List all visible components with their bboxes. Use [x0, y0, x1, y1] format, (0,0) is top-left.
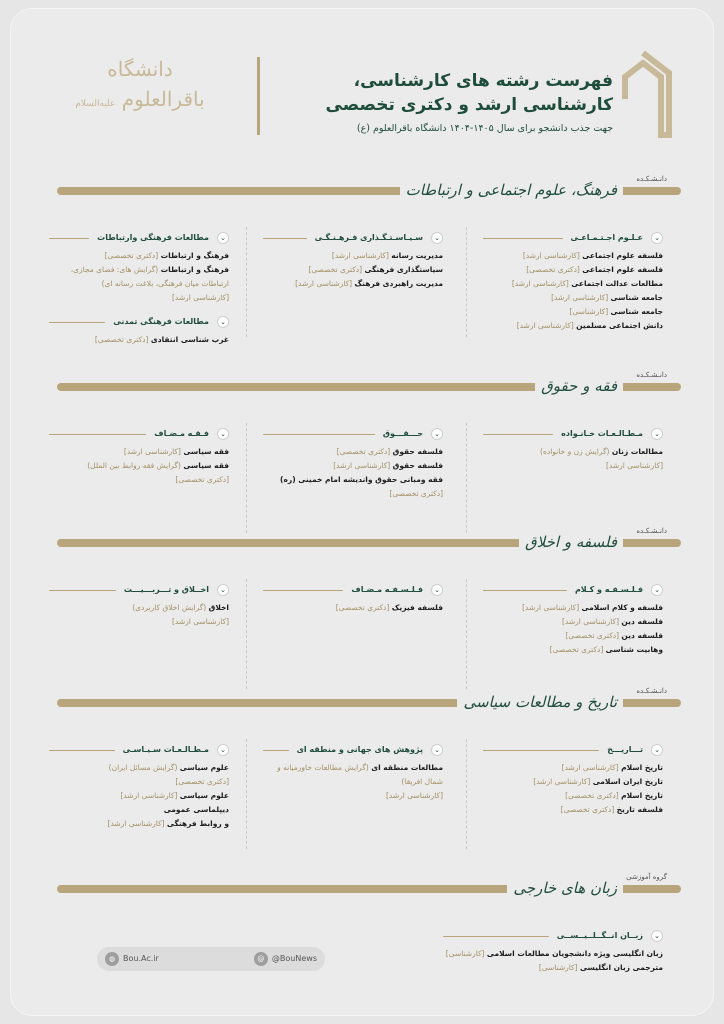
- program-item: [483, 263, 663, 277]
- section-title: تاریخ و مطالعات سیاسی: [457, 693, 623, 711]
- program-item: [49, 333, 229, 347]
- group-header[interactable]: [483, 743, 663, 757]
- group-header[interactable]: [49, 583, 229, 597]
- degree-tag: [دکتری تخصصی]: [175, 475, 229, 484]
- program-item: [49, 761, 229, 775]
- program-item: [483, 629, 663, 643]
- degree-tag: [کارشناسی ارشد]: [605, 461, 663, 470]
- degree-tag: [کارشناسی ارشد]: [331, 251, 389, 260]
- degree-tag: [کارشناسی ارشد]: [171, 617, 229, 626]
- group-header[interactable]: [263, 743, 443, 757]
- section-label: دانـشـکـده: [636, 371, 667, 379]
- logo-line-1: دانشگاه: [107, 57, 173, 81]
- program-item: [483, 789, 663, 803]
- program-column: [49, 427, 229, 487]
- column-divider: [246, 227, 247, 337]
- program-name: وهابیت شناسی: [605, 645, 663, 654]
- program-column: [263, 583, 443, 615]
- degree-tag: (گرایش اخلاق کاربردی): [132, 603, 207, 612]
- degree-tag: [کارشناسی ارشد]: [551, 293, 609, 302]
- program-item: [483, 775, 663, 789]
- program-group: [49, 231, 229, 305]
- program-item: [49, 775, 229, 789]
- group-title: مطالعات فرهنگی تمدنی: [109, 315, 213, 329]
- group-header[interactable]: [483, 583, 663, 597]
- section-label: گروه آموزشی: [626, 873, 667, 881]
- program-name: غرب شناسی انتقادی: [150, 335, 229, 344]
- group-title: اخــلاق و تـــربـــیـــت: [120, 583, 213, 597]
- program-item: [49, 249, 229, 263]
- program-group: [49, 743, 229, 831]
- group-header-rule: [263, 750, 289, 751]
- degree-tag: [دکتری تخصصی]: [94, 335, 149, 344]
- program-item: [483, 305, 663, 319]
- program-column: [483, 743, 663, 817]
- program-name: فلسفه حقوق: [392, 461, 443, 470]
- group-header-rule: [483, 750, 599, 751]
- program-item: [483, 761, 663, 775]
- program-name: تاریخ اسلام: [621, 791, 663, 800]
- section-label: دانـشـکـده: [636, 527, 667, 535]
- degree-tag: (گرایش فقه روابط بین الملل): [87, 461, 181, 470]
- program-group: [263, 231, 443, 291]
- degree-tag: [دکتری تخصصی]: [104, 251, 159, 260]
- program-name: فرهنگ و ارتباطات: [160, 265, 229, 274]
- group-header-rule: [483, 590, 567, 591]
- group-header-rule: [483, 434, 553, 435]
- page-title: [233, 69, 613, 134]
- program-name: جامعه شناسی: [610, 307, 663, 316]
- program-group: [443, 929, 663, 975]
- group-header[interactable]: [49, 743, 229, 757]
- group-title: فـقـه مـضـاف: [150, 427, 213, 441]
- degree-tag: [کارشناسی ارشد]: [171, 293, 229, 302]
- column-divider: [466, 579, 467, 689]
- degree-tag: [دکتری تخصصی]: [549, 645, 604, 654]
- program-name: مطالعات زنان: [611, 447, 663, 456]
- chevron-down-icon[interactable]: ⌄: [217, 428, 229, 440]
- column-divider: [246, 423, 247, 533]
- group-header-rule: [483, 238, 563, 239]
- program-item: [483, 601, 663, 615]
- program-name: اخلاق: [208, 603, 229, 612]
- section-title: فلسفه و اخلاق: [519, 533, 623, 551]
- degree-tag: [کارشناسی ارشد]: [516, 321, 574, 330]
- program-name: تاریخ اسلام: [621, 763, 663, 772]
- program-item: [263, 761, 443, 789]
- degree-tag: [کارشناسی]: [569, 307, 609, 316]
- degree-tag: [کارشناسی ارشد]: [333, 461, 391, 470]
- group-header-rule: [263, 590, 343, 591]
- program-item: [49, 291, 229, 305]
- chevron-down-icon[interactable]: ⌄: [217, 316, 229, 328]
- group-header[interactable]: [263, 231, 443, 245]
- program-column: [263, 231, 443, 291]
- program-item: [483, 445, 663, 459]
- program-column: [263, 743, 443, 803]
- logo-line-2: باقرالعلوم علیه‌السلام: [75, 87, 205, 111]
- footer-bar: [97, 947, 325, 971]
- program-name: مدیریت راهبردی فرهنگ: [354, 279, 443, 288]
- column-divider: [246, 739, 247, 849]
- program-item: [263, 445, 443, 459]
- program-item: [49, 459, 229, 473]
- title-subtitle: جهت جذب دانشجو برای سال ۱۴۰۵-۱۴۰۴ دانشگاه باقرالعلوم (ع): [356, 123, 613, 134]
- group-title: عـلـوم اجـتـمـاعـی: [567, 231, 648, 245]
- program-name: فلسفه دین: [621, 631, 663, 640]
- chevron-down-icon[interactable]: ⌄: [651, 428, 663, 440]
- program-item: [49, 817, 229, 831]
- degree-tag: [کارشناسی ارشد]: [533, 777, 591, 786]
- program-group: [263, 427, 443, 501]
- program-name: دانش اجتماعی مسلمین: [576, 321, 663, 330]
- chevron-down-icon[interactable]: ⌄: [431, 584, 443, 596]
- group-title: مـطـالـعـات سـیـاسـی: [119, 743, 213, 757]
- degree-tag: [دکتری تخصصی]: [308, 265, 363, 274]
- degree-tag: [دکتری تخصصی]: [336, 447, 391, 456]
- column-divider: [246, 579, 247, 689]
- title-line-2: کارشناسی ارشد و دکتری تخصصی: [325, 95, 613, 115]
- section-title: فقه و حقوق: [535, 377, 623, 395]
- at-icon: @: [254, 952, 268, 966]
- program-column: [483, 583, 663, 657]
- section-label: دانـشـکـده: [636, 687, 667, 695]
- group-title: مـطـالـعـات خـانـواده: [557, 427, 647, 441]
- program-name: فلسفه و کلام اسلامی: [581, 603, 663, 612]
- column-divider: [466, 423, 467, 533]
- program-group: [49, 427, 229, 487]
- program-name: فلسفه علوم اجتماعی: [582, 251, 663, 260]
- program-name: فلسفه دین: [621, 617, 663, 626]
- degree-tag: [کارشناسی ارشد]: [511, 279, 569, 288]
- program-column: [483, 231, 663, 333]
- group-title: فـلـسـفـه مـضـاف: [347, 583, 427, 597]
- program-item: [263, 601, 443, 615]
- program-name: فلسفه علوم اجتماعی: [582, 265, 663, 274]
- program-name: فرهنگ و ارتباطات: [160, 251, 229, 260]
- footer-site[interactable]: ◍ Bou.Ac.ir: [105, 952, 159, 966]
- degree-tag: [دکتری تخصصی]: [560, 805, 615, 814]
- section-title: فرهنگ، علوم اجتماعی و ارتباطات: [400, 181, 623, 199]
- logo-line-2-small: علیه‌السلام: [75, 99, 116, 109]
- group-header[interactable]: [483, 427, 663, 441]
- chevron-down-icon[interactable]: ⌄: [651, 744, 663, 756]
- degree-tag: [دکتری تخصصی]: [175, 777, 229, 786]
- program-column: [49, 583, 229, 629]
- program-name: علوم سیاسی: [179, 763, 229, 772]
- program-name: مترجمی زبان انگلیسی: [579, 963, 663, 972]
- program-item: [443, 961, 663, 975]
- poster: [10, 8, 714, 1016]
- program-group: [263, 743, 443, 803]
- program-item: [263, 263, 443, 277]
- group-header-rule: [49, 238, 89, 239]
- chevron-down-icon[interactable]: ⌄: [431, 744, 443, 756]
- degree-tag: [کارشناسی]: [445, 949, 485, 958]
- program-name: فقه ومبانی حقوق واندیشه امام خمینی (ره): [280, 475, 443, 484]
- program-name: دیپلماسی عمومی: [163, 805, 229, 814]
- program-group: [49, 315, 229, 347]
- program-item: [263, 789, 443, 803]
- column-divider: [466, 739, 467, 849]
- program-column: [263, 427, 443, 501]
- degree-tag: (گرایش مسائل ایران): [108, 763, 178, 772]
- chevron-down-icon[interactable]: ⌄: [651, 232, 663, 244]
- group-title: تـــاریـــخ: [603, 743, 647, 757]
- program-column: [49, 743, 229, 831]
- program-name: فلسفه تاریخ: [616, 805, 663, 814]
- program-item: [483, 803, 663, 817]
- group-header-rule: [263, 238, 307, 239]
- program-item: [49, 445, 229, 459]
- group-header-rule: [49, 434, 146, 435]
- chevron-down-icon[interactable]: ⌄: [431, 428, 443, 440]
- program-column: [443, 929, 663, 975]
- program-item: [49, 263, 229, 291]
- program-item: [49, 615, 229, 629]
- group-header[interactable]: [49, 231, 229, 245]
- group-header[interactable]: [49, 427, 229, 441]
- degree-tag: [کارشناسی ارشد]: [522, 603, 580, 612]
- program-name: مدیریت رسانه: [391, 251, 443, 260]
- degree-tag: [کارشناسی ارشد]: [561, 763, 619, 772]
- program-item: [483, 319, 663, 333]
- group-header-rule: [263, 434, 375, 435]
- program-item: [263, 277, 443, 291]
- program-item: [443, 947, 663, 961]
- chevron-down-icon[interactable]: ⌄: [217, 232, 229, 244]
- group-header[interactable]: [263, 583, 443, 597]
- degree-tag: [کارشناسی ارشد]: [107, 819, 165, 828]
- university-logo: [65, 57, 215, 147]
- program-item: [49, 803, 229, 817]
- degree-tag: [کارشناسی ارشد]: [562, 617, 620, 626]
- degree-tag: [دکتری تخصصی]: [565, 791, 619, 800]
- program-group: [263, 583, 443, 615]
- chevron-down-icon[interactable]: ⌄: [217, 744, 229, 756]
- program-name: سیاستگذاری فرهنگی: [364, 265, 443, 274]
- group-header-rule: [49, 590, 116, 591]
- program-item: [483, 277, 663, 291]
- program-item: [263, 249, 443, 263]
- program-item: [483, 291, 663, 305]
- program-item: [49, 473, 229, 487]
- group-title: پژوهش های جهانی و منطقه ای: [293, 743, 427, 757]
- group-header-rule: [49, 322, 105, 323]
- program-item: [483, 249, 663, 263]
- program-name: فلسفه حقوق: [392, 447, 443, 456]
- program-item: [483, 643, 663, 657]
- program-group: [483, 231, 663, 333]
- program-item: [483, 459, 663, 473]
- degree-tag: [کارشناسی ارشد]: [295, 279, 353, 288]
- program-column: [483, 427, 663, 473]
- degree-tag: (گرایش زن و خانواده): [540, 447, 610, 456]
- program-name: فقه سیاسی: [183, 447, 229, 456]
- degree-tag: (گرایش مطالعات خاورمیانه و شمال افریقا): [277, 763, 443, 786]
- program-name: مطالعات عدالت اجتماعی: [571, 279, 663, 288]
- program-name: فقه سیاسی: [183, 461, 229, 470]
- group-title: زبــان انــگــلــیــســی: [553, 929, 647, 943]
- section-label: دانـشـکـده: [636, 175, 667, 183]
- program-name: مطالعات منطقه ای: [371, 763, 443, 772]
- program-group: [483, 427, 663, 473]
- degree-tag: [کارشناسی ارشد]: [522, 251, 580, 260]
- group-title: فـلـسـفـه و کـلام: [571, 583, 647, 597]
- program-name: فلسفه فیزیک: [391, 603, 443, 612]
- program-name: جامعه شناسی: [610, 293, 663, 302]
- program-item: [49, 789, 229, 803]
- program-name: علوم سیاسی: [179, 791, 229, 800]
- program-name: و روابط فرهنگی: [166, 819, 229, 828]
- chevron-down-icon[interactable]: ⌄: [651, 584, 663, 596]
- arch-ornament-icon: [613, 49, 673, 139]
- degree-tag: [دکتری تخصصی]: [335, 603, 390, 612]
- degree-tag: [کارشناسی]: [538, 963, 578, 972]
- degree-tag: [دکتری تخصصی]: [389, 489, 443, 498]
- program-item: [263, 473, 443, 487]
- program-item: [263, 487, 443, 501]
- program-name: زبان انگلیسی ویژه دانشجویان مطالعات اسلامی: [486, 949, 663, 958]
- program-group: [49, 583, 229, 629]
- degree-tag: [کارشناسی ارشد]: [123, 447, 181, 456]
- program-item: [483, 615, 663, 629]
- group-title: مطالعات فرهنگی وارتباطات: [93, 231, 213, 245]
- degree-tag: [دکتری تخصصی]: [565, 631, 620, 640]
- degree-tag: [دکتری تخصصی]: [526, 265, 580, 274]
- chevron-down-icon[interactable]: ⌄: [651, 930, 663, 942]
- program-group: [483, 583, 663, 657]
- footer-handle[interactable]: @ @BouNews: [254, 952, 317, 966]
- group-title: حـــقـــوق: [379, 427, 427, 441]
- group-header-rule: [443, 936, 549, 937]
- section-title: زبان های خارجی: [507, 879, 623, 897]
- chevron-down-icon[interactable]: ⌄: [431, 232, 443, 244]
- degree-tag: (گرایش های: فضای مجازی، ارتباطات میان فرهنگی، بلاغت رسانه ای): [70, 265, 229, 288]
- group-header[interactable]: [443, 929, 663, 943]
- group-header[interactable]: [263, 427, 443, 441]
- globe-icon: ◍: [105, 952, 119, 966]
- program-item: [49, 601, 229, 615]
- degree-tag: [کارشناسی ارشد]: [385, 791, 443, 800]
- chevron-down-icon[interactable]: ⌄: [217, 584, 229, 596]
- program-item: [263, 459, 443, 473]
- degree-tag: [کارشناسی ارشد]: [120, 791, 178, 800]
- program-name: تاریخ ایران اسلامی: [592, 777, 663, 786]
- group-title: سـیـاسـتـگـذاری فـرهـنـگـی: [311, 231, 427, 245]
- group-header-rule: [49, 750, 115, 751]
- group-header[interactable]: [49, 315, 229, 329]
- column-divider: [466, 227, 467, 337]
- program-group: [483, 743, 663, 817]
- title-line-1: فهرست رشته های کارشناسی،: [353, 71, 613, 91]
- program-column: [49, 231, 229, 347]
- group-header[interactable]: [483, 231, 663, 245]
